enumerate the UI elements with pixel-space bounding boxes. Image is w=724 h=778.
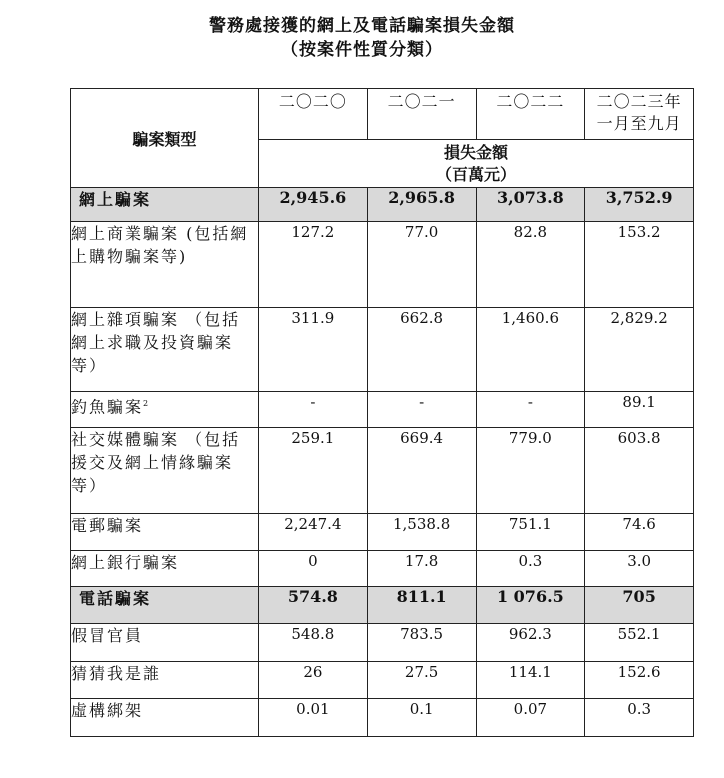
cell-value: 0.3 [585,699,694,737]
row-label-text: 釣魚騙案 [71,397,144,417]
cell-value: 89.1 [585,392,694,428]
cell-value: 82.8 [476,222,585,308]
row-label: 虛構綁架 [71,699,259,737]
row-label [71,392,259,428]
cell-value: 27.5 [367,662,476,699]
table-row [71,699,694,737]
cell-value: 0.3 [476,551,585,587]
cell-value: 0.01 [259,699,368,737]
category-value: 705 [585,587,694,624]
table-row [71,514,694,551]
category-label: 電話騙案 [71,587,259,624]
cell-value: 0.1 [367,699,476,737]
table-row [71,392,694,428]
header-years-row [71,89,694,140]
cell-value: - [476,392,585,428]
cell-value: 751.1 [476,514,585,551]
cell-value: - [367,392,476,428]
cell-value: 114.1 [476,662,585,699]
cell-value: 1,460.6 [476,308,585,392]
category-value: 3,752.9 [585,188,694,222]
cell-value: 17.8 [367,551,476,587]
cell-value: 662.8 [367,308,476,392]
category-row [71,188,694,222]
cell-value: 311.9 [259,308,368,392]
year-header: 二〇二三年 一月至九月 [585,89,694,140]
table-row [71,662,694,699]
category-row [71,587,694,624]
cell-value: - [259,392,368,428]
category-value: 811.1 [367,587,476,624]
row-label: 猜猜我是誰 [71,662,259,699]
cell-value: 26 [259,662,368,699]
table-row [71,428,694,514]
cell-value: 0.07 [476,699,585,737]
cell-value: 152.6 [585,662,694,699]
category-value: 2,965.8 [367,188,476,222]
fraud-loss-table [70,88,694,737]
table-row [71,308,694,392]
row-label: 社交媒體騙案 （包括援交及網上情緣騙案等） [71,428,259,514]
table-row [71,551,694,587]
fraud-type-header: 騙案類型 [71,89,259,188]
footnote-marker: 2 [143,399,149,408]
cell-value: 548.8 [259,624,368,662]
row-label: 假冒官員 [71,624,259,662]
cell-value: 259.1 [259,428,368,514]
cell-value: 77.0 [367,222,476,308]
page-title: 警務處接獲的網上及電話騙案損失金額 [209,16,515,36]
category-value: 1 076.5 [476,587,585,624]
cell-value: 127.2 [259,222,368,308]
cell-value: 552.1 [585,624,694,662]
unit-label: 損失金額 [443,142,508,162]
year-header: 二〇二一 [367,89,476,140]
cell-value: 153.2 [585,222,694,308]
unit-currency: （百萬元） [435,164,516,184]
cell-value: 2,829.2 [585,308,694,392]
row-label: 網上銀行騙案 [71,551,259,587]
cell-value: 603.8 [585,428,694,514]
cell-value: 1,538.8 [367,514,476,551]
cell-value: 74.6 [585,514,694,551]
cell-value: 783.5 [367,624,476,662]
cell-value: 962.3 [476,624,585,662]
page-subtitle: （按案件性質分類） [281,40,443,60]
row-label: 網上雜項騙案 （包括網上求職及投資騙案等） [71,308,259,392]
cell-value: 0 [259,551,368,587]
category-value: 3,073.8 [476,188,585,222]
table-row [71,624,694,662]
title-block [0,14,724,62]
row-label: 電郵騙案 [71,514,259,551]
cell-value: 779.0 [476,428,585,514]
year-header: 二〇二二 [476,89,585,140]
category-label: 網上騙案 [71,188,259,222]
category-value: 574.8 [259,587,368,624]
cell-value: 3.0 [585,551,694,587]
category-value: 2,945.6 [259,188,368,222]
year-header: 二〇二〇 [259,89,368,140]
unit-header [259,140,694,188]
cell-value: 669.4 [367,428,476,514]
table-row [71,222,694,308]
cell-value: 2,247.4 [259,514,368,551]
row-label: 網上商業騙案 (包括網上購物騙案等) [71,222,259,308]
